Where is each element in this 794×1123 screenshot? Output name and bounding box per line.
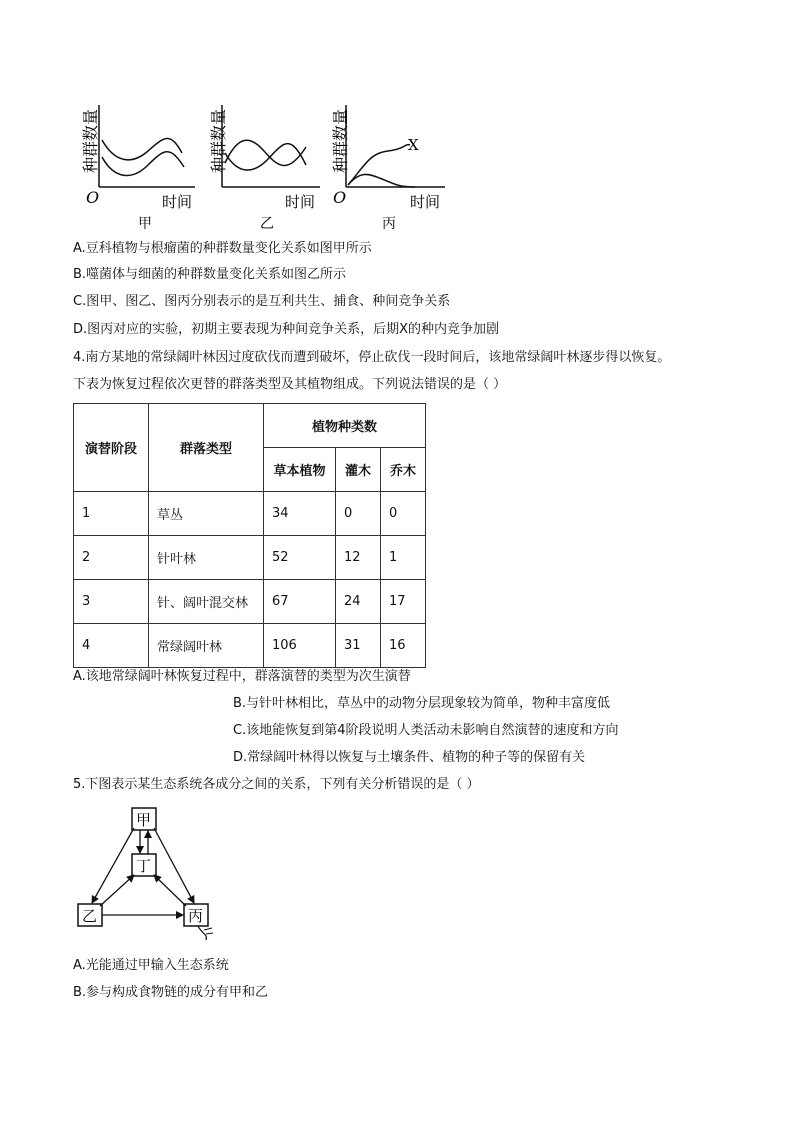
population-graphs — [70, 95, 460, 235]
cell-stage: 3 — [74, 580, 149, 624]
cell-type: 针叶林 — [149, 536, 264, 580]
q4-option-a: A.该地常绿阔叶林恢复过程中，群落演替的类型为次生演替 — [73, 669, 411, 684]
graph-yi-x-label: 时间 — [285, 193, 316, 211]
col-header-type: 群落类型 — [149, 404, 264, 492]
graph-bing-y-label: 种群数量 — [331, 108, 350, 173]
q4-option-c: C.该地能恢复到第4阶段说明人类活动未影响自然演替的速度和方向 — [233, 723, 619, 738]
col-header-shrub: 灌木 — [336, 448, 381, 492]
graph-yi-y-label: 种群数量 — [209, 108, 228, 173]
graph-jia-curve-upper — [102, 138, 182, 159]
node-yi: 乙 — [82, 907, 98, 925]
ecosystem-diagram — [70, 800, 230, 950]
arrow-jia-to-bing — [154, 828, 194, 903]
arrow-jia-to-yi — [92, 828, 134, 903]
cell-tree: 1 — [381, 536, 426, 580]
node-ding: 丁 — [136, 857, 152, 875]
table-row — [74, 536, 426, 580]
cell-herb: 52 — [264, 536, 336, 580]
cell-tree: 17 — [381, 580, 426, 624]
node-bing: 丙 — [188, 907, 204, 925]
cell-tree: 0 — [381, 492, 426, 536]
graph-bing-curve-label: X — [408, 136, 419, 154]
outflow-mark-lines — [204, 928, 213, 934]
graph-bing-caption: 丙 — [382, 216, 396, 232]
cell-type: 草丛 — [149, 492, 264, 536]
col-header-herb: 草本植物 — [264, 448, 336, 492]
cell-shrub: 24 — [336, 580, 381, 624]
node-jia: 甲 — [136, 811, 152, 829]
q4-stem-line2: 下表为恢复过程依次更替的群落类型及其植物组成。下列说法错误的是（ ） — [73, 377, 507, 392]
graph-yi — [209, 105, 320, 232]
table-row — [74, 624, 426, 668]
table-row — [74, 580, 426, 624]
q5-option-a: A.光能通过甲输入生态系统 — [73, 958, 229, 973]
graph-yi-curve-b — [225, 144, 306, 170]
graph-bing-curve-x — [348, 145, 410, 185]
q4-stem-line1: 4.南方某地的常绿阔叶林因过度砍伐而遭到破坏，停止砍伐一段时间后，该地常绿阔叶林逐步得以恢复。 — [73, 350, 671, 365]
cell-type: 常绿阔叶林 — [149, 624, 264, 668]
cell-shrub: 0 — [336, 492, 381, 536]
graph-yi-caption: 乙 — [260, 216, 274, 232]
cell-shrub: 12 — [336, 536, 381, 580]
cell-herb: 67 — [264, 580, 336, 624]
col-header-stage: 演替阶段 — [74, 404, 149, 492]
graph-bing — [331, 105, 445, 232]
q3-option-a: A.豆科植物与根瘤菌的种群数量变化关系如图甲所示 — [73, 241, 372, 256]
succession-table — [73, 403, 426, 668]
cell-stage: 1 — [74, 492, 149, 536]
table-row — [74, 492, 426, 536]
cell-herb: 106 — [264, 624, 336, 668]
cell-stage: 2 — [74, 536, 149, 580]
col-header-tree: 乔木 — [381, 448, 426, 492]
graph-jia — [81, 105, 195, 232]
outflow-mark — [198, 926, 206, 940]
graph-jia-origin: O — [86, 188, 100, 207]
cell-type: 针、阔叶混交林 — [149, 580, 264, 624]
cell-shrub: 31 — [336, 624, 381, 668]
cell-herb: 34 — [264, 492, 336, 536]
graph-jia-caption: 甲 — [138, 216, 152, 232]
q4-option-d: D.常绿阔叶林得以恢复与土壤条件、植物的种子等的保留有关 — [233, 750, 586, 765]
graph-bing-curve-other — [348, 174, 415, 187]
q3-option-b: B.噬菌体与细菌的种群数量变化关系如图乙所示 — [73, 267, 347, 282]
col-header-species: 植物种类数 — [264, 404, 426, 448]
cell-stage: 4 — [74, 624, 149, 668]
cell-tree: 16 — [381, 624, 426, 668]
q5-stem: 5.下图表示某生态系统各成分之间的关系，下列有关分析错误的是（ ） — [73, 777, 480, 792]
graph-bing-origin: O — [333, 188, 347, 207]
q3-option-c: C.图甲、图乙、图丙分别表示的是互利共生、捕食、种间竞争关系 — [73, 294, 451, 309]
graph-jia-x-label: 时间 — [162, 193, 193, 211]
q5-option-b: B.参与构成食物链的成分有甲和乙 — [73, 985, 269, 1000]
graph-bing-x-label: 时间 — [410, 193, 441, 211]
q3-option-d: D.图丙对应的实验，初期主要表现为种间竞争关系，后期X的种内竞争加剧 — [73, 322, 500, 337]
q4-option-b: B.与针叶林相比，草丛中的动物分层现象较为简单，物种丰富度低 — [233, 696, 611, 711]
graph-jia-y-label: 种群数量 — [81, 108, 100, 173]
